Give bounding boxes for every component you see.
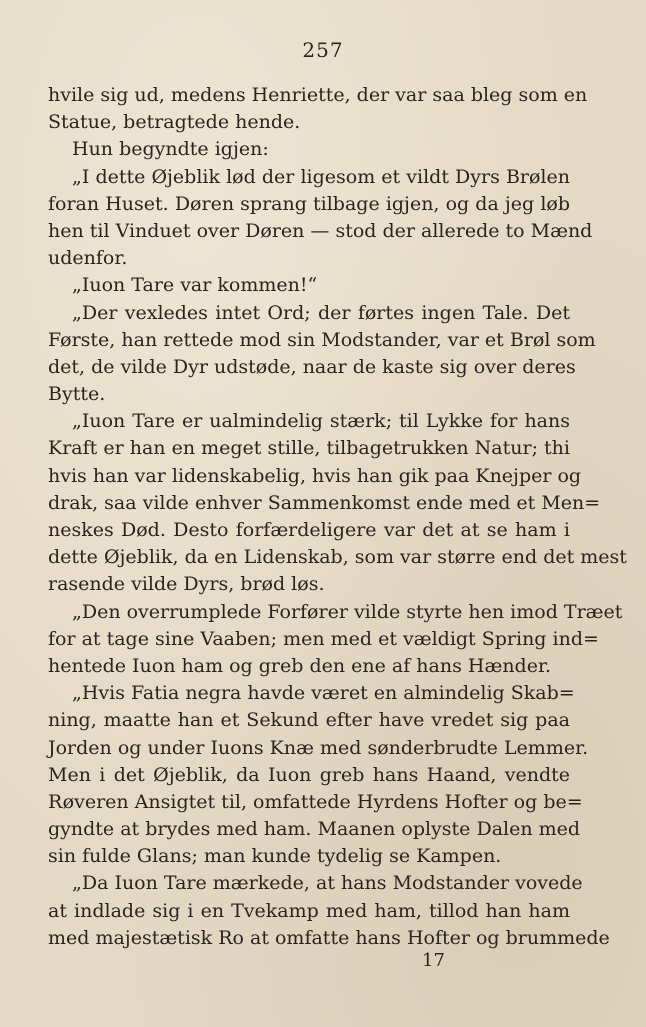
text-line: Jorden og under Iuons Knæ med sønderbrudte Lemmer.: [48, 736, 589, 759]
text-line: udenfor.: [48, 247, 128, 270]
text-line: hentede Iuon ham og greb den ene af hans Hænder.: [48, 654, 551, 677]
text-line: rasende vilde Dyrs, brød løs.: [48, 573, 325, 596]
text-line: foran Huset. Døren sprang tilbage igjen, og da jeg løb: [48, 192, 570, 215]
text-line: ning, maatte han et Sekund efter have vredet sig paa: [48, 709, 570, 732]
text-line: Bytte.: [48, 383, 106, 406]
text-line: hvis han var lidenskabelig, hvis han gik paa Knejper og: [48, 464, 582, 487]
text-line: gyndte at brydes med ham. Maanen oplyste Dalen med: [48, 818, 581, 841]
text-line: „Iuon Tare var kommen!“: [72, 274, 318, 297]
text-line: „Hvis Fatia negra havde været en almindelig Skab=: [72, 682, 575, 705]
text-line: sin fulde Glans; man kunde tydelig se Kampen.: [48, 845, 502, 868]
text-line: dette Øjeblik, da en Lidenskab, som var større end det mest: [48, 546, 627, 569]
text-line: drak, saa vilde enhver Sammenkomst ende med et Men=: [48, 491, 601, 514]
text-line: hen til Vinduet over Døren — stod der allerede to Mænd: [48, 219, 593, 242]
text-line: at indlade sig i en Tvekamp med ham, tillod han ham: [48, 899, 570, 922]
text-line: for at tage sine Vaaben; men med et vældigt Spring ind=: [48, 627, 599, 650]
text-line: Statue, betragtede hende.: [48, 111, 301, 134]
text-line: med majestætisk Ro at omfatte hans Hofter og brummede: [48, 926, 610, 949]
text-line: Men i det Øjeblik, da Iuon greb hans Haand, vendte: [48, 763, 570, 786]
text-line: Første, han rettede mod sin Modstander, var et Brøl som: [48, 328, 596, 351]
text-line: „I dette Øjeblik lød der ligesom et vildt Dyrs Brølen: [72, 165, 570, 188]
text-line: „Den overrumplede Forfører vilde styrte hen imod Træet: [72, 600, 623, 623]
body-text: [48, 82, 627, 952]
page-number: 257: [302, 38, 344, 62]
text-line: Kraft er han en meget stille, tilbagetrukken Natur; thi: [48, 437, 570, 460]
text-line: „Iuon Tare er ualmindelig stærk; til Lykke for hans: [72, 410, 570, 433]
text-line: det, de vilde Dyr udstøde, naar de kaste sig over deres: [48, 355, 576, 378]
text-line: Røveren Ansigtet til, omfattede Hyrdens Hofter og be=: [48, 790, 583, 813]
text-line: „Der vexledes intet Ord; der førtes ingen Tale. Det: [72, 301, 570, 324]
text-line: neskes Død. Desto forfærdeligere var det at se ham i: [48, 519, 570, 541]
text-line: hvile sig ud, medens Henriette, der var saa bleg som en: [48, 84, 588, 106]
text-line: Hun begyndte igjen:: [72, 138, 269, 161]
text-line: „Da Iuon Tare mærkede, at hans Modstander vovede: [72, 872, 583, 895]
signature-mark: 17: [422, 950, 445, 971]
